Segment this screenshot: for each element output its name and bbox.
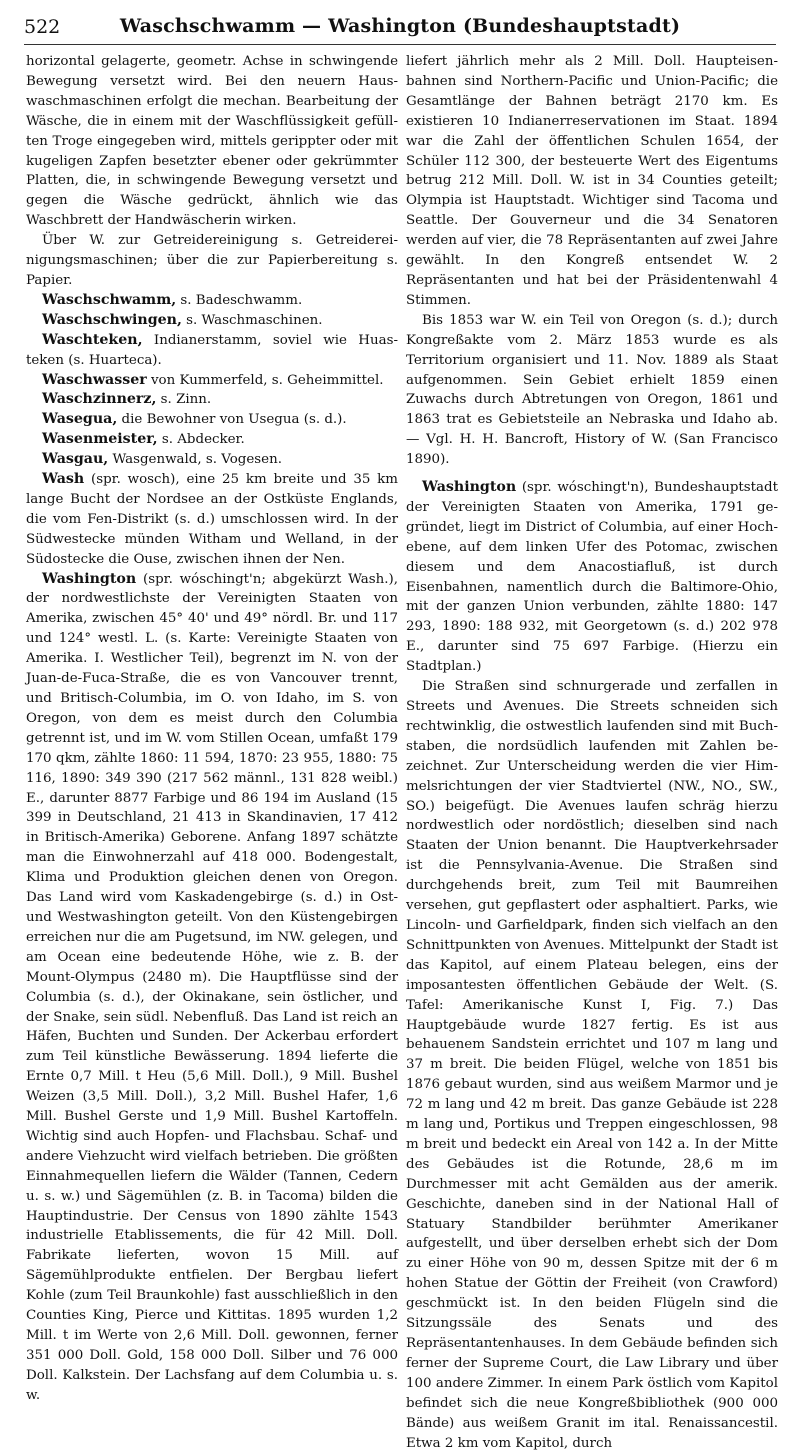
entry-headword: Waschteken, bbox=[42, 331, 143, 348]
paragraph bbox=[406, 677, 778, 1453]
dictionary-entry bbox=[26, 291, 398, 311]
entry-text: horizontal gelagerte, geometr. Achse in schwingende Bewegung versetzt wird. Bei den neuern Hauswaschmaschinen erfolgt die mechan. Bearbeitung der Wäsche, die in einem mit der Waschflüssigkeit gefüllten Troge eingegeben wird, mittels gerippter oder mit kugeligen Zapfen besetzter ebener oder gekrümmter Platten, die, in schwingende Bewegung versetzt und gegen die Wäsche gedrückt, ähnlich wie das Waschbrett der Handwäscherin wirken. bbox=[26, 54, 398, 229]
entry-headword: Waschschwamm, bbox=[42, 291, 177, 308]
entry-headword: Waschschwingen, bbox=[42, 311, 182, 328]
entry-headword: Waschwasser bbox=[42, 371, 147, 388]
entry-text: s. Waschmaschinen. bbox=[181, 312, 323, 328]
entry-text: Die Straßen sind schnurgerade und zerfallen in Streets und Avenues. Die Streets schneiden sich rechtwinklig, die ostwestlich laufenden sind mit Buchstaben, die nordsüdlich laufenden mit Zahlen bezeichnet. Zur Unterscheidung werden die vier Himmelsrichtungen der vier Stadtviertel (NW., NO., SW., SO.) beigefügt. Die Avenues laufen schräg hierzu nordwestlich oder nordöstlich; dieselben sind nach Staaten der Union benannt. Die Hauptverkehrsader ist die Pennsylvania-Avenue. Die Straßen sind durchgehends breit, zum Teil mit Baumreihen versehen, gut gepflastert oder asphaltiert. Parks, wie Lincoln- und Garfieldpark, finden sich vielfach an den Schnittpunkten von Avenues. Mittelpunkt der Stadt ist das Kapitol, auf einem Plateau belegen, eins der imposantesten öffentlichen Gebäude der Welt. (S. Tafel: Amerikanische Kunst I, Fig. 7.) Das Hauptgebäude wurde 1827 fertig. Es ist aus behauenem Sandstein errichtet und 107 m lang und 37 m breit. Die beiden Flügel, welche von 1851 bis 1876 gebaut wurden, sind aus weißem Marmor und je 72 m lang und 42 m breit. Das ganze Gebäude ist 228 m lang und, Portikus und Treppen eingeschlossen, 98 m breit und bedeckt ein Areal von 142 a. In der Mitte des Gebäudes ist die Rotunde, 28,6 m im Durchmesser mit acht Gemälden aus der amerik. Geschichte, daneben sind in der National Hall of Statuary Standbilder berühmter Amerikaner aufgestellt, und über derselben erhebt sich der Dom zu einer Höhe von 90 m, dessen Spitze mit der 6 m hohen Statue der Göttin der Freiheit (von Crawford) geschmückt ist. In den beiden Flügeln sind die Sitzungssäle des Senats und des Repräsentantenhauses. In dem Gebäude befinden sich ferner der Supreme Court, die Law Library und über 100 andere Zimmer. In einem Park östlich vom Kapitol befindet sich die neue Kongreßbibliothek (900 000 Bände) aus weißem Granit im ital. Renaissancestil. Etwa 2 km vom Kapitol, durch bbox=[406, 679, 778, 1451]
paragraph bbox=[406, 52, 778, 311]
entry-text: (spr. wóschingt'n; abgekürzt Wash.), der nordwestlichste der Vereinigten Staaten von Amerika, zwischen 45° 40' und 49° nördl. Br. und 117 und 124° westl. L. (s. Karte: Vereinigte Staaten von Amerika. I. Westlicher Teil), begrenzt im N. von der Juan-de-Fuca-Straße, die es von Vancouver trennt, und Britisch-Columbia, im O. von Idaho, im S. von Oregon, von dem es meist durch den Columbia getrennt ist, und im W. vom Stillen Ocean, umfaßt 179 170 qkm, zählte 1860: 11 594, 1870: 23 955, 1880: 75 116, 1890: 349 390 (217 562 männl., 131 828 weibl.) E., darunter 8877 Farbige und 86 194 im Ausland (15 399 in Deutschland, 21 413 in Skandinavien, 17 412 in Britisch-Amerika) Geborene. Anfang 1897 schätzte man die Einwohnerzahl auf 418 000. Bodengestalt, Klima und Produktion gleichen denen von Oregon. Das Land wird vom Kaskadengebirge (s. d.) in Ost- und Westwashington geteilt. Von den Küstengebirgen erreichen nur die am Pugetsund, im NW. gelegen, und am Ocean eine bedeutende Höhe, wie z. B. der Mount-Olympus (2480 m). Die Hauptflüsse sind der Columbia (s. d.), der Okinakane, sein östlicher, und der Snake, sein südl. Nebenfluß. Das Land ist reich an Häfen, Buchten und Sunden. Der Ackerbau erfordert zum Teil künstliche Bewässerung. 1894 lieferte die Ernte 0,7 Mill. t Heu (5,6 Mill. Doll.), 9 Mill. Bushel Weizen (3,5 Mill. Doll.), 3,2 Mill. Bushel Hafer, 1,6 Mill. Bushel Gerste und 1,9 Mill. Bushel Kartoffeln. Wichtig sind auch Hopfen- und Flachsbau. Schaf- und andere Viehzucht wird vielfach betrieben. Die größten Einnahmequellen liefern die Wälder (Tannen, Cedern u. s. w.) und Sägemühlen (z. B. in Tacoma) bilden die Hauptindustrie. Der Census von 1890 zählte 1543 industrielle Etablissements, die für 42 Mill. Doll. Fabrikate lieferten, wovon 15 Mill. auf Sägemühlprodukte entfielen. Der Bergbau liefert Kohle (zum Teil Braunkohle) fast ausschließlich in den Counties King, Pierce und Kittitas. 1895 wurden 1,2 Mill. t im Werte von 2,6 Mill. Doll. gewonnen, ferner 351 000 Doll. Gold, 158 000 Doll. Silber und 76 000 Doll. Kalkstein. Der Lachsfang auf dem Columbia u. s. w. bbox=[26, 571, 398, 1403]
entry-text: die Bewohner von Usegua (s. d.). bbox=[117, 412, 347, 428]
paragraph bbox=[26, 231, 398, 291]
entry-headword: Waschzinnerz, bbox=[42, 391, 157, 408]
dictionary-entry bbox=[26, 311, 398, 331]
entry-headword: Wasgau, bbox=[42, 451, 109, 468]
dictionary-entry bbox=[26, 410, 398, 430]
entry-headword: Wasegua, bbox=[42, 411, 118, 428]
entry-text: liefert jährlich mehr als 2 Mill. Doll. Haupteisenbahnen sind Northern-Pacific und Union-Pacific; die Gesamtlänge der Bahnen beträgt 2170 km. Es existieren 10 Indianerreservationen im Staat. 1894 war die Zahl der öffentlichen Schulen 1654, der Schüler 112 300, der besteuerte Wert des Eigentums betrug 212 Mill. Doll. W. ist in 34 Counties geteilt; Olympia ist Hauptstadt. Wichtiger sind Tacoma und Seattle. Der Gouverneur und die 34 Senatoren werden auf vier, die 78 Repräsentanten auf zwei Jahre gewählt. In den Kongreß entsendet W. 2 Repräsentanten und hat bei der Präsidentenwahl 4 Stimmen. bbox=[406, 54, 778, 308]
left-column bbox=[26, 52, 398, 1406]
dictionary-entry bbox=[26, 450, 398, 470]
entry-text: Indianerstamm, soviel wie Huasteken (s. Huarteca). bbox=[26, 332, 398, 368]
entry-text: (spr. wosch), eine 25 km breite und 35 km lange Bucht der Nordsee an der Ostküste Englands, die vom Fen-Distrikt (s. d.) umschlossen wird. In der Südwestecke münden Witham und Welland, in der Südostecke die Ouse, zwischen ihnen der Nen. bbox=[26, 472, 398, 567]
dictionary-entry bbox=[26, 371, 398, 391]
entry-text: s. Badeschwamm. bbox=[176, 292, 303, 308]
dictionary-entry bbox=[26, 470, 398, 570]
dictionary-entry bbox=[26, 430, 398, 450]
entry-headword: Wasenmeister, bbox=[42, 431, 158, 448]
entry-text: von Kummerfeld, s. Geheimmittel. bbox=[146, 372, 384, 388]
entry-headword: Wash bbox=[42, 471, 85, 488]
dictionary-entry bbox=[26, 390, 398, 410]
dictionary-entry bbox=[26, 570, 398, 1406]
running-title: Waschschwamm — Washington (Bundeshauptstadt) bbox=[119, 15, 681, 37]
right-column bbox=[406, 52, 778, 1453]
entry-text: s. Zinn. bbox=[156, 392, 212, 408]
dictionary-entry bbox=[26, 331, 398, 371]
entry-headword: Washington bbox=[422, 479, 517, 496]
page-header bbox=[24, 14, 776, 45]
entry-text: (spr. wóschingt'n), Bundeshauptstadt der Vereinigten Staaten von Amerika, 1791 gegründet, liegt im District of Columbia, auf einer Hochebene, auf dem linken Ufer des Potomac, zwischen diesem und dem Anacostiafluß, ist durch Eisenbahnen, namentlich durch die Baltimore-Ohio, mit der ganzen Union verbunden, zählte 1880: 147 293, 1890: 188 932, mit Georgetown (s. d.) 202 978 E., darunter sind 75 697 Farbige. (Hierzu ein Stadtplan.) bbox=[406, 480, 778, 675]
entry-text: Bis 1853 war W. ein Teil von Oregon (s. d.); durch Kongreßakte vom 2. März 1853 wurde es als Territorium organisiert und 11. Nov. 1889 als Staat aufgenommen. Sein Gebiet erhielt 1859 einen Zuwachs durch Abtretungen von Oregon, 1861 und 1863 trat es Gebietsteile an Nebraska und Idaho ab. — Vgl. H. H. Bancroft, History of W. (San Francisco 1890). bbox=[406, 312, 778, 468]
page-number: 522 bbox=[24, 16, 61, 38]
entry-text: Wasgenwald, s. Vogesen. bbox=[108, 452, 282, 468]
paragraph bbox=[406, 311, 778, 470]
paragraph bbox=[26, 52, 398, 231]
entry-headword: Washington bbox=[42, 570, 137, 587]
dictionary-entry bbox=[406, 478, 778, 677]
entry-text: Über W. zur Getreidereinigung s. Getreidereinigungsmaschinen; über die zur Papierbereitung s. Papier. bbox=[26, 233, 398, 288]
entry-text: s. Abdecker. bbox=[157, 432, 245, 448]
